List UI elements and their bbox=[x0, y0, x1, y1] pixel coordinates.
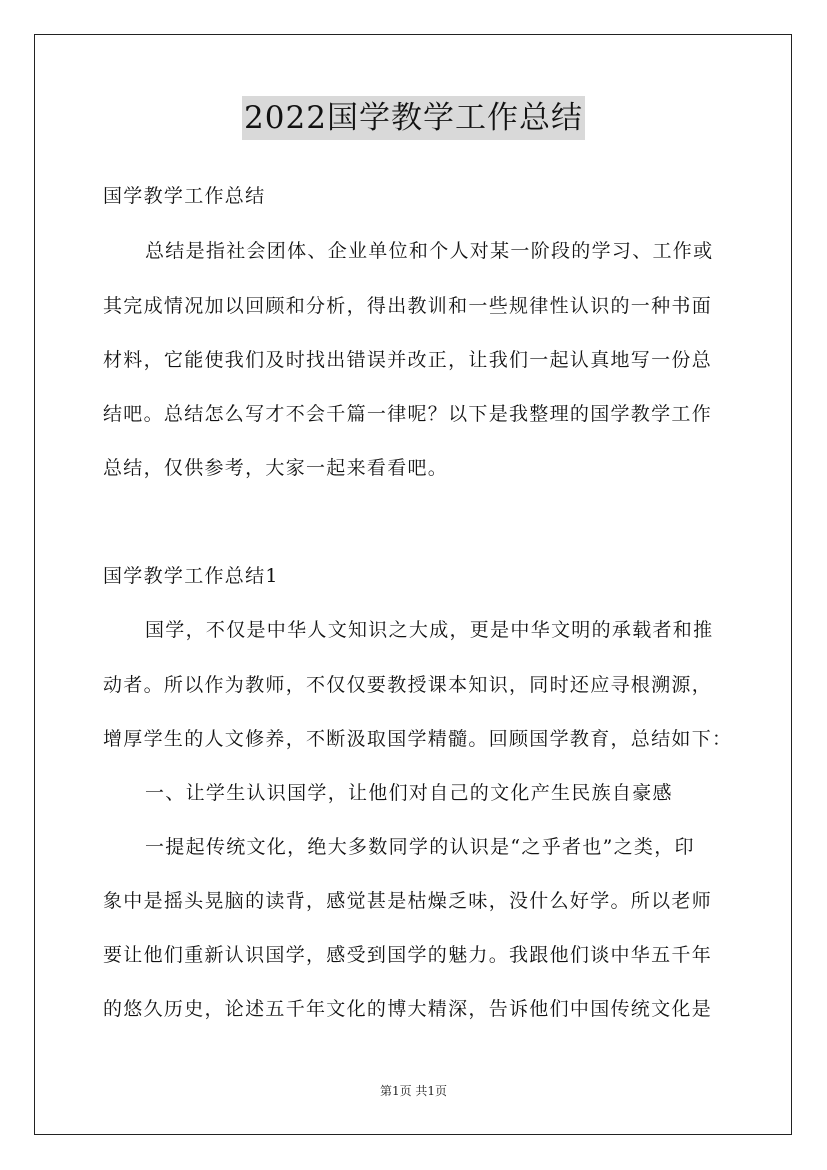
intro-line-2: 其完成情况加以回顾和分析，得出教训和一些规律性认识的一种书面 bbox=[103, 295, 713, 317]
document-title: 2022国学教学工作总结 bbox=[242, 96, 585, 140]
intro-line-3: 材料，它能使我们及时找出错误并改正，让我们一起认真地写一份总 bbox=[103, 349, 713, 371]
subheading: 国学教学工作总结 bbox=[103, 185, 266, 207]
intro-line-5: 总结，仅供参考，大家一起来看看吧。 bbox=[103, 457, 449, 479]
section1-para2-line-3: 要让他们重新认识国学，感受到国学的魅力。我跟他们谈中华五千年 bbox=[103, 944, 713, 966]
section1-para1-line-1: 国学，不仅是中华人文知识之大成，更是中华文明的承载者和推 bbox=[145, 619, 714, 641]
section1-para2-line-4: 的悠久历史，论述五千年文化的博大精深，告诉他们中国传统文化是 bbox=[103, 998, 713, 1020]
section1-para2-line-1: 一提起传统文化，绝大多数同学的认识是“之乎者也”之类，印 bbox=[145, 836, 695, 858]
page-footer: 第1页 共1页 bbox=[379, 1084, 448, 1098]
intro-line-1: 总结是指社会团体、企业单位和个人对某一阶段的学习、工作或 bbox=[145, 240, 714, 262]
section1-heading: 国学教学工作总结1 bbox=[103, 565, 279, 587]
title-container bbox=[0, 96, 827, 140]
section1-para2-line-2: 象中是摇头晃脑的读背，感觉甚是枯燥乏味，没什么好学。所以老师 bbox=[103, 890, 713, 912]
section1-point1: 一、让学生认识国学，让他们对自己的文化产生民族自豪感 bbox=[145, 782, 673, 804]
section1-para1-line-3: 增厚学生的人文修养，不断汲取国学精髓。回顾国学教育，总结如下： bbox=[103, 728, 733, 750]
intro-line-4: 结吧。总结怎么写才不会千篇一律呢？以下是我整理的国学教学工作 bbox=[103, 403, 713, 425]
section1-para1-line-2: 动者。所以作为教师，不仅仅要教授课本知识，同时还应寻根溯源， bbox=[103, 674, 713, 696]
